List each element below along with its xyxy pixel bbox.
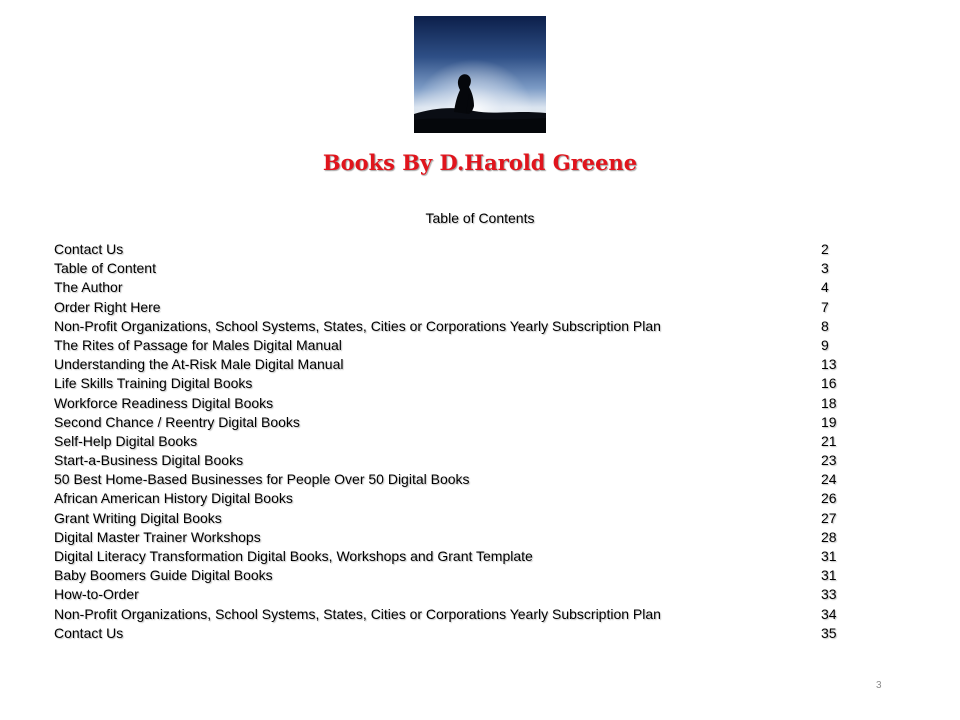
toc-entry-label: Digital Literacy Transformation Digital Books, Workshops and Grant Template (54, 548, 533, 564)
toc-row (54, 528, 854, 547)
toc-entry-page: 33 (821, 586, 837, 603)
toc-entry-page: 34 (821, 605, 837, 622)
toc-entry-page: 23 (821, 452, 837, 469)
toc-entry-label: Second Chance / Reentry Digital Books (54, 413, 300, 430)
toc-entry-label: Life Skills Training Digital Books (54, 375, 253, 392)
toc-entry-page: 3 (821, 260, 829, 277)
toc-entry-page: 26 (821, 490, 837, 507)
toc-entry-page: 27 (821, 509, 837, 526)
toc-entry-page: 21 (821, 432, 837, 449)
toc-entry-page: 4 (821, 279, 829, 296)
toc-heading: Table of Contents (425, 210, 535, 226)
toc-entry-label: Workforce Readiness Digital Books (54, 394, 274, 411)
toc-entry-label: 50 Best Home-Based Businesses for People Over 50 Digital Books (54, 471, 470, 488)
toc-entry-label: Digital Master Trainer Workshops (54, 528, 261, 545)
toc-entry-label: Contact Us (54, 241, 124, 257)
toc-entry-label: Non-Profit Organizations, School Systems, States, Cities or Corporations Yearly Subscription Plan (54, 317, 661, 334)
toc-row (54, 278, 854, 297)
toc-entry-label: The Rites of Passage for Males Digital Manual (54, 336, 342, 353)
silhouette-photo (414, 16, 546, 133)
toc-entry-label: Grant Writing Digital Books (54, 509, 222, 526)
toc-entry-label: The Author (54, 279, 123, 296)
toc-row (54, 585, 854, 604)
toc-entry-page: 35 (821, 624, 837, 641)
toc-entry-label: How-to-Order (54, 586, 139, 603)
toc-row (54, 624, 854, 643)
toc-entry-page: 13 (821, 356, 837, 373)
toc-row (54, 259, 854, 278)
toc-row (54, 566, 854, 585)
toc-row (54, 374, 854, 393)
toc-row (54, 336, 854, 355)
toc-entry-page: 18 (821, 394, 837, 411)
toc-entry-label: African American History Digital Books (54, 490, 293, 507)
toc-row (54, 451, 854, 470)
toc-row (54, 605, 854, 624)
toc-row (54, 547, 854, 566)
toc-entry-page: 2 (821, 241, 829, 257)
toc-row (54, 432, 854, 451)
toc-row (54, 489, 854, 508)
toc-row (54, 394, 854, 413)
toc-row (54, 355, 854, 374)
toc-entry-label: Contact Us (54, 624, 124, 641)
toc-entry-label: Order Right Here (54, 298, 161, 315)
toc-row (54, 509, 854, 528)
toc-entry-label: Understanding the At-Risk Male Digital Manual (54, 356, 344, 373)
toc-entry-page: 19 (821, 413, 837, 430)
toc-entry-page: 28 (821, 528, 837, 545)
toc-row (54, 298, 854, 317)
toc-entry-label: Baby Boomers Guide Digital Books (54, 567, 273, 584)
toc-entry-page: 16 (821, 375, 837, 392)
toc-entry-label: Non-Profit Organizations, School Systems, States, Cities or Corporations Yearly Subscription Plan (54, 605, 661, 622)
slide-number: 3 (876, 680, 882, 691)
toc-entry-label: Table of Content (54, 260, 156, 277)
toc-entry-label: Start-a-Business Digital Books (54, 452, 244, 469)
toc-row (54, 413, 854, 432)
toc-entry-page: 8 (821, 317, 829, 334)
toc-row (54, 240, 854, 259)
toc-row (54, 470, 854, 489)
toc-entry-page: 31 (821, 567, 837, 584)
toc-entry-page: 31 (821, 548, 837, 564)
toc-entry-page: 24 (821, 471, 837, 488)
toc-entry-page: 9 (821, 336, 829, 353)
toc-entry-page: 7 (821, 298, 829, 315)
silhouette-photo-image (414, 16, 546, 133)
toc-entry-label: Self-Help Digital Books (54, 432, 198, 449)
toc-list (54, 240, 854, 643)
toc-row (54, 317, 854, 336)
document-title: Books By D.Harold Greene (322, 150, 638, 175)
